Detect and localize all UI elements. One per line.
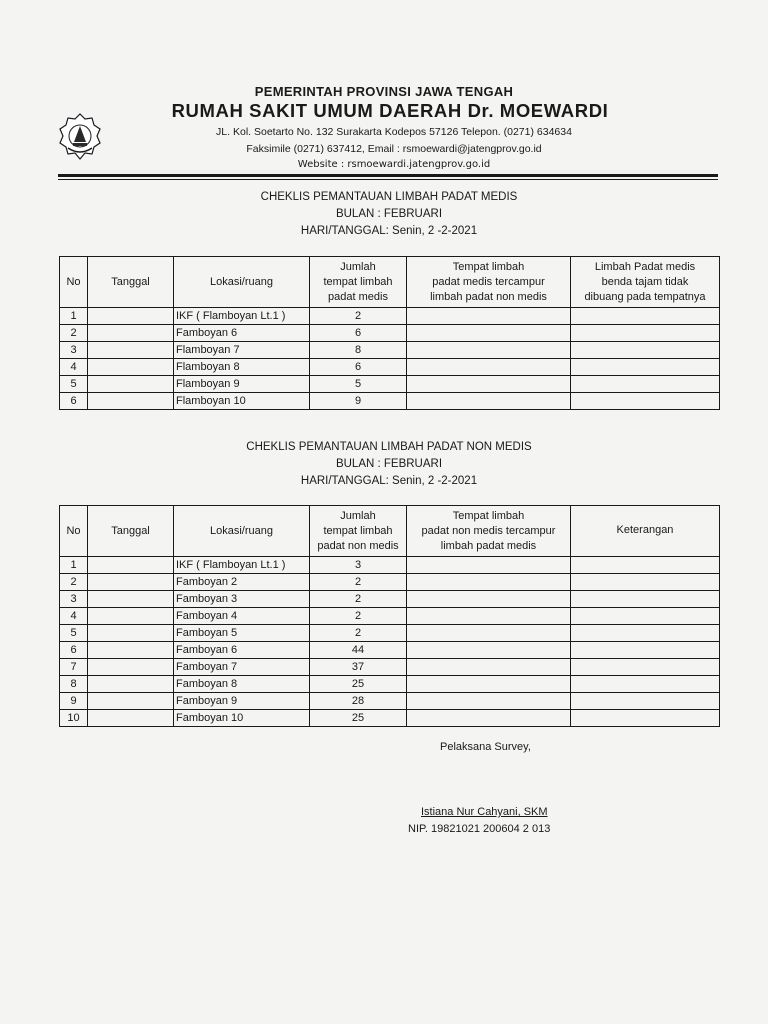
table-row	[60, 625, 720, 642]
cell-tempat	[407, 376, 571, 393]
cell-lokasi: IKF ( Flamboyan Lt.1 )	[174, 308, 310, 325]
header-lokasi: Lokasi/ruang	[174, 506, 310, 557]
header-jumlah	[310, 257, 407, 308]
cell-lokasi: Famboyan 2	[174, 574, 310, 591]
section2-day-date: HARI/TANGGAL: Senin, 2 -2-2021	[300, 475, 478, 487]
cell-jumlah: 44	[310, 642, 407, 659]
cell-tanggal	[88, 342, 174, 359]
government-name: PEMERINTAH PROVINSI JAWA TENGAH	[254, 84, 514, 99]
cell-lokasi: Flamboyan 10	[174, 393, 310, 410]
cell-no: 1	[60, 308, 88, 325]
cell-lokasi: Famboyan 4	[174, 608, 310, 625]
cell-tempat	[407, 676, 571, 693]
header-tempat-line: limbah padat medis	[440, 539, 537, 552]
section2-month: BULAN : FEBRUARI	[335, 458, 443, 470]
cell-tempat	[407, 659, 571, 676]
cell-lokasi: Flamboyan 9	[174, 376, 310, 393]
cell-lokasi: Famboyan 6	[174, 325, 310, 342]
table-row	[60, 342, 720, 359]
header-benda-line: benda tajam tidak	[601, 275, 689, 288]
letterhead-divider-thin	[58, 179, 718, 180]
cell-tempat	[407, 608, 571, 625]
cell-keterangan	[571, 659, 720, 676]
cell-jumlah: 28	[310, 693, 407, 710]
table-row	[60, 574, 720, 591]
cell-jumlah: 6	[310, 359, 407, 376]
cell-jumlah: 5	[310, 376, 407, 393]
cell-keterangan	[571, 557, 720, 574]
cell-no: 5	[60, 376, 88, 393]
table-row	[60, 642, 720, 659]
cell-lokasi: Famboyan 9	[174, 693, 310, 710]
cell-tempat	[407, 308, 571, 325]
table-row	[60, 693, 720, 710]
cell-tanggal	[88, 710, 174, 727]
cell-tanggal	[88, 359, 174, 376]
cell-no: 4	[60, 359, 88, 376]
cell-tanggal	[88, 642, 174, 659]
section1-day-date: HARI/TANGGAL: Senin, 2 -2-2021	[300, 225, 478, 237]
header-keterangan: Keterangan	[571, 506, 720, 557]
cell-no: 6	[60, 642, 88, 659]
table-row	[60, 591, 720, 608]
table-row	[60, 557, 720, 574]
cell-no: 3	[60, 342, 88, 359]
header-jumlah-line: tempat limbah	[323, 524, 393, 537]
cell-tanggal	[88, 676, 174, 693]
cell-tempat	[407, 642, 571, 659]
cell-keterangan	[571, 591, 720, 608]
cell-benda-tajam	[571, 308, 720, 325]
table-row	[60, 659, 720, 676]
table-header-row	[60, 257, 720, 308]
signature-title: Pelaksana Survey,	[440, 741, 531, 753]
cell-tanggal	[88, 393, 174, 410]
cell-tempat	[407, 325, 571, 342]
cell-keterangan	[571, 710, 720, 727]
section1-month: BULAN : FEBRUARI	[335, 208, 443, 220]
cell-no: 4	[60, 608, 88, 625]
cell-no: 7	[60, 659, 88, 676]
cell-lokasi: Famboyan 5	[174, 625, 310, 642]
section1-title: CHEKLIS PEMANTAUAN LIMBAH PADAT MEDIS	[260, 191, 518, 203]
table-header-row	[60, 506, 720, 557]
header-tempat-line: limbah padat non medis	[430, 290, 547, 303]
hospital-address: JL. Kol. Soetarto No. 132 Surakarta Kodepos 57126 Telepon. (0271) 634634	[216, 126, 572, 138]
header-tanggal: Tanggal	[88, 506, 174, 557]
cell-no: 3	[60, 591, 88, 608]
header-tempat-line: padat non medis tercampur	[421, 524, 556, 537]
header-tanggal: Tanggal	[88, 257, 174, 308]
cell-tempat	[407, 359, 571, 376]
medical-waste-table	[59, 256, 720, 410]
header-benda-tajam	[571, 257, 720, 308]
cell-jumlah: 3	[310, 557, 407, 574]
cell-tanggal	[88, 325, 174, 342]
table-row	[60, 359, 720, 376]
cell-keterangan	[571, 574, 720, 591]
cell-lokasi: Flamboyan 7	[174, 342, 310, 359]
table-row	[60, 376, 720, 393]
table-row	[60, 608, 720, 625]
header-jumlah-line: tempat limbah	[323, 275, 393, 288]
header-jumlah-line: Jumlah	[340, 260, 376, 273]
cell-tanggal	[88, 574, 174, 591]
header-jumlah-line: padat non medis	[317, 539, 399, 552]
header-tempat	[407, 506, 571, 557]
cell-keterangan	[571, 642, 720, 659]
cell-tanggal	[88, 608, 174, 625]
header-benda-line: dibuang pada tempatnya	[584, 290, 706, 303]
signature-name: Istiana Nur Cahyani, SKM	[421, 806, 548, 818]
table-row	[60, 393, 720, 410]
cell-jumlah: 2	[310, 308, 407, 325]
letterhead-divider-thick	[58, 174, 718, 177]
header-tempat	[407, 257, 571, 308]
header-tempat-line: padat medis tercampur	[432, 275, 545, 288]
header-jumlah-line: padat medis	[328, 290, 388, 303]
cell-no: 5	[60, 625, 88, 642]
cell-no: 1	[60, 557, 88, 574]
cell-tempat	[407, 710, 571, 727]
section2-title: CHEKLIS PEMANTAUAN LIMBAH PADAT NON MEDIS	[246, 441, 532, 453]
cell-benda-tajam	[571, 325, 720, 342]
cell-lokasi: Famboyan 3	[174, 591, 310, 608]
cell-tanggal	[88, 591, 174, 608]
cell-lokasi: Famboyan 8	[174, 676, 310, 693]
hospital-name: RUMAH SAKIT UMUM DAERAH Dr. MOEWARDI	[171, 100, 609, 121]
cell-benda-tajam	[571, 342, 720, 359]
cell-no: 9	[60, 693, 88, 710]
cell-jumlah: 2	[310, 625, 407, 642]
cell-keterangan	[571, 676, 720, 693]
cell-benda-tajam	[571, 393, 720, 410]
header-no: No	[60, 257, 88, 308]
cell-jumlah: 25	[310, 676, 407, 693]
hospital-fax-email: Faksimile (0271) 637412, Email : rsmoewardi@jatengprov.go.id	[246, 143, 542, 155]
cell-jumlah: 2	[310, 574, 407, 591]
cell-lokasi: IKF ( Flamboyan Lt.1 )	[174, 557, 310, 574]
cell-jumlah: 9	[310, 393, 407, 410]
cell-no: 2	[60, 325, 88, 342]
cell-tempat	[407, 693, 571, 710]
cell-jumlah: 2	[310, 608, 407, 625]
cell-tempat	[407, 591, 571, 608]
cell-lokasi: Famboyan 6	[174, 642, 310, 659]
cell-tanggal	[88, 376, 174, 393]
cell-no: 2	[60, 574, 88, 591]
cell-keterangan	[571, 625, 720, 642]
table-row	[60, 308, 720, 325]
table-row	[60, 325, 720, 342]
cell-no: 10	[60, 710, 88, 727]
table-row	[60, 710, 720, 727]
header-lokasi: Lokasi/ruang	[174, 257, 310, 308]
header-jumlah	[310, 506, 407, 557]
signature-nip: NIP. 19821021 200604 2 013	[408, 823, 551, 835]
header-tempat-line: Tempat limbah	[452, 260, 525, 273]
header-tempat-line: Tempat limbah	[452, 509, 525, 522]
header-benda-line: Limbah Padat medis	[594, 260, 696, 273]
cell-tempat	[407, 393, 571, 410]
cell-benda-tajam	[571, 359, 720, 376]
cell-tanggal	[88, 308, 174, 325]
cell-tempat	[407, 342, 571, 359]
non-medical-waste-table	[59, 505, 720, 727]
cell-lokasi: Famboyan 7	[174, 659, 310, 676]
cell-no: 8	[60, 676, 88, 693]
cell-tempat	[407, 557, 571, 574]
cell-lokasi: Famboyan 10	[174, 710, 310, 727]
cell-jumlah: 25	[310, 710, 407, 727]
cell-tempat	[407, 574, 571, 591]
cell-jumlah: 8	[310, 342, 407, 359]
cell-jumlah: 6	[310, 325, 407, 342]
cell-tanggal	[88, 659, 174, 676]
table-row	[60, 676, 720, 693]
cell-lokasi: Flamboyan 8	[174, 359, 310, 376]
cell-jumlah: 37	[310, 659, 407, 676]
cell-no: 6	[60, 393, 88, 410]
cell-keterangan	[571, 693, 720, 710]
cell-tempat	[407, 625, 571, 642]
cell-tanggal	[88, 557, 174, 574]
header-jumlah-line: Jumlah	[340, 509, 376, 522]
cell-tanggal	[88, 625, 174, 642]
cell-keterangan	[571, 608, 720, 625]
hospital-website: Website : rsmoewardi.jatengprov.go.id	[297, 159, 491, 170]
cell-jumlah: 2	[310, 591, 407, 608]
header-no: No	[60, 506, 88, 557]
cell-tanggal	[88, 693, 174, 710]
cell-benda-tajam	[571, 376, 720, 393]
